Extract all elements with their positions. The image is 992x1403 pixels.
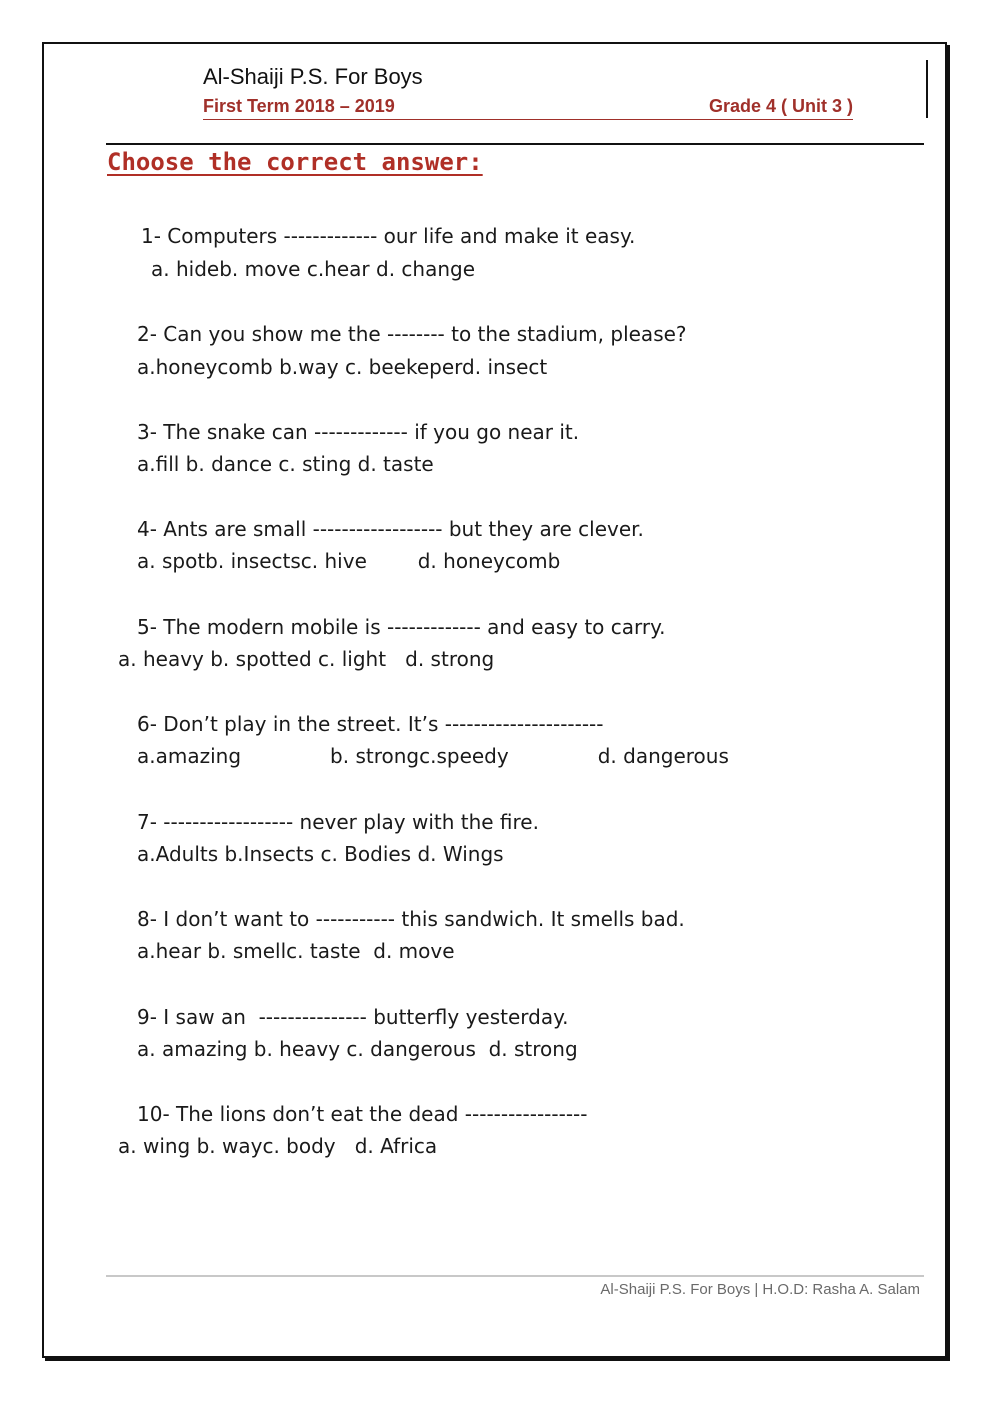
question-4: 4- Ants are small ------------------ but they are clever. — [137, 517, 644, 541]
question-5: 5- The modern mobile is ------------- and easy to carry. — [137, 615, 666, 639]
footer-divider — [106, 1275, 924, 1277]
question-3: 3- The snake can ------------- if you go near it. — [137, 420, 580, 444]
options-10: a. wing b. wayc. body d. Africa — [118, 1134, 438, 1158]
options-8: a.hear b. smellc. taste d. move — [137, 939, 455, 963]
options-5: a. heavy b. spotted c. light d. strong — [118, 647, 495, 671]
options-7: a.Adults b.Insects c. Bodies d. Wings — [137, 842, 504, 866]
options-3: a.fill b. dance c. sting d. taste — [137, 452, 434, 476]
question-7: 7- ------------------ never play with the fire. — [137, 810, 539, 834]
page-title: Choose the correct answer: — [107, 148, 483, 176]
grade-label: Grade 4 ( Unit 3 ) — [708, 96, 853, 116]
term-label: First Term 2018 – 2019 — [203, 96, 395, 116]
options-2: a.honeycomb b.way c. beekeperd. insect — [137, 355, 548, 379]
header-divider — [106, 143, 924, 145]
question-9: 9- I saw an --------------- butterfly yesterday. — [137, 1005, 569, 1029]
question-1: 1- Computers ------------- our life and make it easy. — [141, 224, 636, 248]
footer-text: Al-Shaiji P.S. For Boys | H.O.D: Rasha A. Salam — [600, 1281, 920, 1298]
school-name: Al-Shaiji P.S. For Boys — [203, 64, 423, 89]
options-4: a. spotb. insectsc. hive d. honeycomb — [137, 549, 561, 573]
question-8: 8- I don’t want to ----------- this sandwich. It smells bad. — [137, 907, 685, 931]
header-vertical-bar — [926, 60, 928, 118]
question-10: 10- The lions don’t eat the dead ----------------- — [137, 1102, 588, 1126]
question-6: 6- Don’t play in the street. It’s ---------------------- — [137, 712, 604, 736]
options-1: a. hideb. move c.hear d. change — [151, 257, 476, 281]
options-6: a.amazing b. strongc.speedy d. dangerous — [137, 744, 729, 768]
question-2: 2- Can you show me the -------- to the stadium, please? — [137, 322, 687, 346]
term-line — [203, 96, 853, 120]
options-9: a. amazing b. heavy c. dangerous d. strong — [137, 1037, 578, 1061]
